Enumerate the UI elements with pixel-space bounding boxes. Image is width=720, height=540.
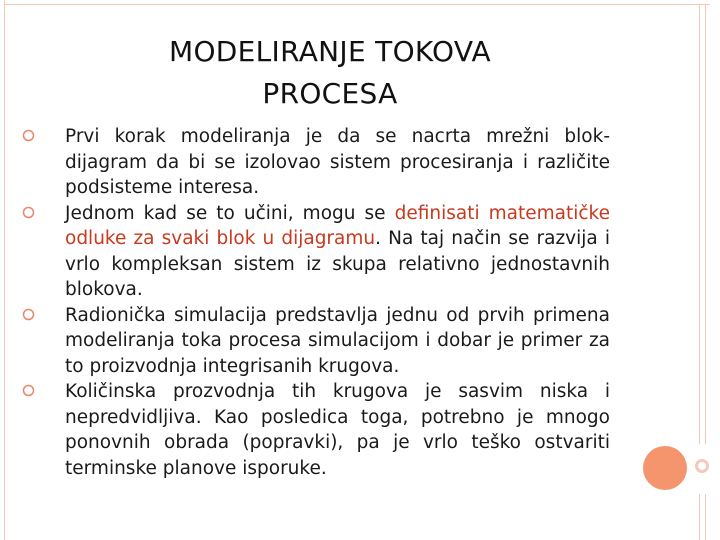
bullet-text-4: Količinska prozvodnja tih krugova je sasvim niska i nepredvidljiva. Kao posledica toga, potrebno je mnogo ponovnih obrada (popravki), pa je vrlo teško ostvariti terminske planove isporuke.	[65, 381, 610, 479]
frame-right-line-2	[705, 4, 706, 444]
bullet-text-2-before: Jednom kad se to učini, mogu se	[65, 202, 395, 224]
frame-right-line-1	[699, 4, 700, 444]
bullet-item-1	[22, 124, 610, 201]
bullet-item-2	[22, 201, 610, 303]
page-title	[60, 31, 600, 115]
bullet-item-3	[22, 303, 610, 380]
hollow-circle-icon	[22, 384, 35, 397]
frame-right-line-4	[705, 494, 706, 540]
bullet-text-3: Radionička simulacija predstavlja jednu od prvih primena modeliranja toka procesa simulacijom i dobar je primer za to proizvodnja integrisanih krugova.	[65, 304, 610, 377]
title-line-2: PROCESA	[262, 77, 398, 110]
hollow-circle-icon	[22, 206, 35, 219]
hollow-circle-icon	[22, 308, 35, 321]
decorative-circle-ring	[695, 459, 709, 473]
bullet-list	[22, 124, 610, 481]
bullet-text-1: Prvi korak modeliranja je da se nacrta mrežni blok-dijagram da bi se izolovao sistem procesiranja i različite podsisteme interesa.	[65, 126, 610, 198]
frame-right-line-3	[699, 494, 700, 540]
bullet-text-2-after: . Na taj način se razvija i vrlo kompleksan sistem iz skupa relativno jednostavnih blokova.	[65, 228, 610, 300]
hollow-circle-icon	[22, 129, 35, 142]
decorative-circle-large	[643, 446, 687, 490]
bullet-item-4	[22, 379, 610, 481]
frame-left-line	[4, 0, 5, 540]
title-line-1: MODELIRANJE TOKOVA	[168, 35, 491, 68]
bullet-text-2-highlight: definisati matematičke odluke za svaki blok u dijagramu	[65, 202, 610, 249]
frame-top-line	[4, 4, 710, 5]
